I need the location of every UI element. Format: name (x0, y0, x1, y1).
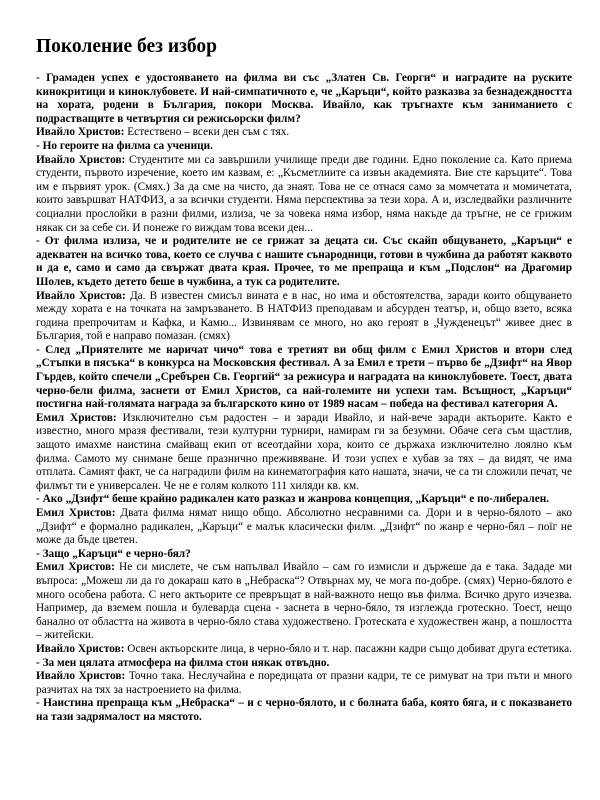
question-text: - След „Приятелите ме наричат чичо“ това е третият ви общ филм с Емил Христов и втори след „Стъпки в пясъка“ в конкурса на Московския фестивал. А за Емил е трети – първо бе „Дзифт“ на Явор Гърдев, който спечели „Сребърен Св. Георгий“ за режисура и наградата на киноклубовете. Тоест, двата черно-бели филма, заснети от Емил Христов, са най-големите ни успехи там. Всъщност, „Каръци“ постигна най-голямата награда за българското кино от 1989 насам – победа на фестивал категория А. (36, 343, 572, 411)
answer-paragraph (36, 643, 572, 657)
article-title: Поколение без избор (36, 36, 218, 57)
answer-text: Двата филма нямат нищо общо. Абсолютно несравними са. Дори и в черно-бялото – ако „Дзифт“ е формално радикален, „Каръци“ е малък класически филм. „Дзифт“ по жанр е черно-бял – поїг не може да бъде цветен. (36, 507, 572, 547)
answer-paragraph (36, 507, 572, 548)
answer-paragraph (36, 412, 572, 494)
answer-text: Освен актьорските лица, в черно-бяло и т. нар. пасажни кадри също добиват друга естетика. (127, 642, 572, 655)
question-text: - За мен цялата атмосфера на филма стои някак отвъдно. (36, 656, 330, 669)
speaker-label: Ивайло Христов: (36, 126, 125, 139)
speaker-label: Ивайло Христов: (36, 642, 125, 655)
answer-text: Да. В известен смисъл вината е в нас, но има и обстоятелства, заради които общуването между хората е на точката на замръзването. В НАТФИЗ преподавам и абсурден театър, и, общо взето, всяка година препрочитам и Кафка, и Камю... Извинявам се много, но ако героят в „Чужденецът“ живее днес в България, той е направо помазан. (смях) (36, 289, 573, 343)
answer-paragraph (36, 290, 572, 344)
article-body (36, 72, 572, 725)
question-text: - Наистина препраща към „Небраска“ – и с черно-бялото, и с болната баба, която бяга, и с показването на тази задрямалост на мястото. (36, 697, 572, 723)
question-paragraph (36, 235, 572, 289)
speaker-label: Емил Христов: (36, 507, 116, 519)
answer-paragraph (36, 126, 572, 140)
answer-paragraph (36, 670, 572, 697)
speaker-label: Емил Христов: (36, 411, 117, 424)
question-text: - Но героите на филма са ученици. (36, 139, 213, 152)
answer-text: Студентите ми са завършили училище преди две години. Едно поколение са. Като приема студенти, първото изречение, което им казвам, е: „Късметлиите са извън академията. Вие сте каръците“. Това им е първият урок. (Смях.) За да сме на чисто, да знаят. Това не се отнася само за момчетата и момичетата, които завършват НАТФИЗ, а за всички студенти. Няма перспектива за тези хора. А и, изследвайки различните социални прослойки в разни филми, излиза, че за човека няма избор, няма накъде да тръгне, не се грижим някак си за себе си. И понеже го виждам това всеки ден... (36, 153, 572, 234)
answer-paragraph (36, 154, 572, 236)
question-paragraph (36, 140, 572, 154)
question-paragraph (36, 344, 572, 412)
question-paragraph (36, 548, 572, 562)
answer-text: Не си мислете, че съм напълвал Ивайло – сам го измисли и държеше да е така. Зададе ми въпроса: „Можеш ли да го докараш като в „Небраска“? Отвърнах му, че мога по-добре. (смях) Черно-бялото е много особена работа. С него актьорите се превръщат в най-важното нещо във филма. Всичко друго изчезва. Например, да вземем пошла и булеварда сцена - заснета в черно-бяло, тя изглежда гротескно. Тоест, нещо банално от областта на живота в черно-бяло става художествено. Гротеската е художествен жанр, а пошлостта – житейски. (36, 561, 573, 642)
answer-text: Естествено – всеки ден съм с тях. (127, 126, 290, 139)
speaker-label: Ивайло Христов: (36, 153, 126, 166)
answer-text: Изключително съм радостен – и заради Ивайло, и най-вече заради актьорите. Както е известно, много мразя фестивали, тези културни турнири, намирам ги за безумни. Обаче сега съм щастлив, защото имахме наистина смайващ екип от всеотдайни хора, които се държаха изключително лоялно към филма. Самото му снимане беше празнично преживяване. И този успех е хубав за тях – да видят, че има отплата. Самият факт, че са наградили филм на кинематография като нашата, значи, че са ти сложили печат, че филмът ти е универсален. Че не е голям колкото 111 хиляди кв. км. (36, 411, 572, 492)
question-text: - От филма излиза, че и родителите не се грижат за децата си. Със скайп общуването, „Каръци“ е адекватен на всичко това, което се случва с нашите сънародници, готови в чужбина да работят каквото и да е, само и само да свържат двата края. Прочее, то ме препраща и към „Подслон“ на Драгомир Шолев, където детето беше в чужбина, а тук са родителите. (36, 235, 572, 288)
question-paragraph (36, 493, 572, 507)
speaker-label: Емил Христов: (36, 561, 115, 574)
speaker-label: Ивайло Христов: (36, 289, 126, 302)
question-text: - Грамаден успех е удостояването на филма ви със „Златен Св. Георги“ и наградите на руските кинокритици и киноклубовете. И най-симпатичното е, че „Каръци“, който разказва за безнадеждността на хората, родени в България, покори Москва. Ивайло, как тръгнахте към заниманието с подрастващите в четвъртия си режисьорски филм? (36, 72, 572, 125)
speaker-label: Ивайло Христов: (36, 670, 126, 683)
question-paragraph (36, 657, 572, 671)
answer-text: Точно така. Неслучайна е поредицата от празни кадри, те се римуват на три пъти и много разчитах на тях за настроението на филма. (36, 670, 572, 696)
answer-paragraph (36, 561, 572, 643)
question-paragraph (36, 697, 572, 724)
question-text: - Защо „Каръци“ е черно-бял? (36, 547, 191, 560)
question-paragraph (36, 72, 572, 126)
question-text: - Ако „Дзифт“ беше крайно радикален като разказ и жанрова концепция, „Каръци“ е по-либерален. (36, 493, 550, 506)
